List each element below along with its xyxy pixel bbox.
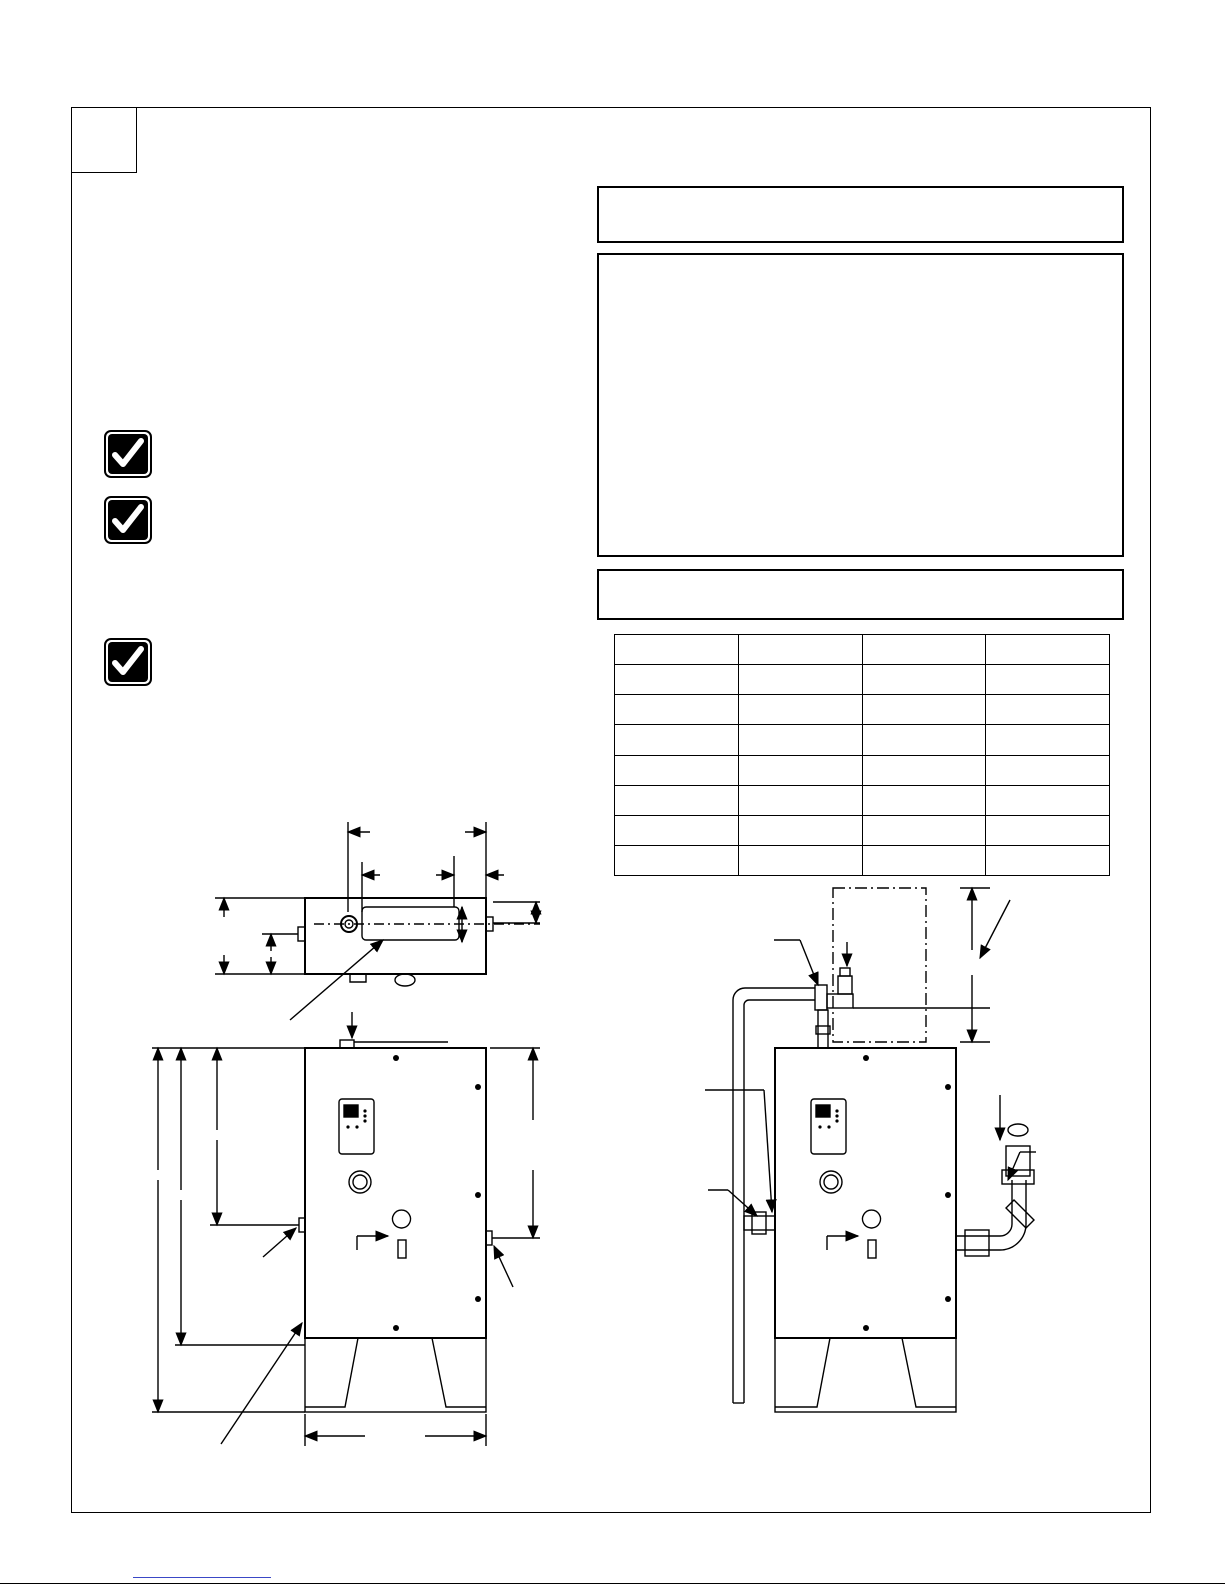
table-cell [738, 665, 862, 695]
table-row [615, 785, 1110, 815]
table-row [615, 815, 1110, 845]
checkmark-icon [104, 638, 152, 686]
table-cell [862, 695, 986, 725]
table-row [615, 635, 1110, 665]
table-cell [862, 635, 986, 665]
notice-panel-body [597, 253, 1124, 557]
table-cell [738, 785, 862, 815]
table-cell [986, 815, 1110, 845]
table-row [615, 845, 1110, 875]
footer-rule [0, 1583, 1225, 1584]
table-cell [986, 665, 1110, 695]
table-cell [986, 755, 1110, 785]
table-cell [738, 845, 862, 875]
step-number-box [71, 107, 137, 173]
table-cell [738, 755, 862, 785]
table-row [615, 695, 1110, 725]
table-cell [862, 755, 986, 785]
table-cell [738, 695, 862, 725]
table-cell [738, 635, 862, 665]
table-cell [986, 695, 1110, 725]
table-cell [986, 635, 1110, 665]
checkmark-icon [104, 496, 152, 544]
table-cell [615, 665, 739, 695]
table-cell [615, 635, 739, 665]
table-cell [862, 815, 986, 845]
notice-panel-heading [597, 186, 1124, 243]
table-cell [738, 725, 862, 755]
table-cell [615, 725, 739, 755]
table-row [615, 665, 1110, 695]
table-cell [986, 785, 1110, 815]
checkmark-icon [104, 430, 152, 478]
footer-link-underline[interactable] [133, 1577, 271, 1578]
table-cell [738, 815, 862, 845]
table-cell [862, 845, 986, 875]
table-heading-panel [597, 569, 1124, 620]
table-cell [615, 845, 739, 875]
table-cell [615, 815, 739, 845]
table-cell [862, 725, 986, 755]
spec-table [614, 634, 1110, 876]
table-row [615, 755, 1110, 785]
table-row [615, 725, 1110, 755]
table-cell [862, 785, 986, 815]
table-cell [615, 695, 739, 725]
table-cell [986, 845, 1110, 875]
table-cell [862, 665, 986, 695]
table-cell [615, 755, 739, 785]
table-cell [615, 785, 739, 815]
table-cell [986, 725, 1110, 755]
